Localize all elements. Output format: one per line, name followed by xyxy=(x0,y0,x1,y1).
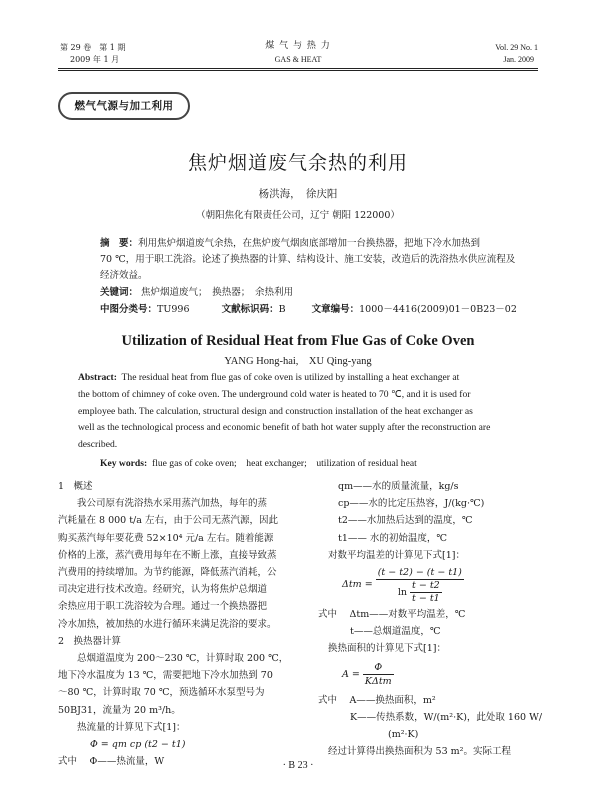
right-column xyxy=(318,478,543,760)
lmtd-fraction xyxy=(376,566,464,605)
result-text: 经过计算得出换热面积为 53 m²。实际工程 xyxy=(328,746,511,758)
keywords-en xyxy=(100,455,417,469)
section-1-heading: 1 概述 xyxy=(58,481,93,492)
lmtd-inner-den: t − t1 xyxy=(412,592,440,604)
variable-definition: qm——水的质量流量，kg/s xyxy=(338,481,459,492)
authors-cn: 杨洪海， 徐庆阳 xyxy=(258,188,338,200)
abstract-en xyxy=(78,370,520,454)
lmtd-inner-fraction xyxy=(410,580,442,605)
title-cn: 焦炉烟道废气余热的利用 xyxy=(187,152,408,174)
where-area xyxy=(318,692,540,709)
abstract-cn-line: 70 ℃，用于职工洗浴。论述了换热器的计算、结构设计、施工安装，改造后的洗浴热水供应流程及 xyxy=(100,254,516,265)
where-label: 式中 xyxy=(318,609,338,621)
lmtd-inner-num: t − t2 xyxy=(412,579,440,591)
text-line: 汽耗量在 8 000 t/a 左右，由于公司无蒸汽源，因此 xyxy=(58,515,278,527)
def-k-cont: (m²·K) xyxy=(388,729,419,741)
abstract-cn xyxy=(100,236,520,284)
text-line: 余热应用于职工洗浴较为合理。通过一个换热器把 xyxy=(58,601,268,613)
text-line: 司决定进行技术改造。经研究，认为将焦炉总烟道 xyxy=(58,584,268,596)
abstract-cn-line: 利用焦炉烟道废气余热，在焦炉废气烟囱底部增加一台换热器，把地下冷水加热到 xyxy=(138,238,481,249)
doc-value: B xyxy=(278,304,286,315)
article-id-label: 文章编号： xyxy=(311,304,360,315)
section-2-heading: 2 换热器计算 xyxy=(58,635,122,647)
abstract-en-line: well as the technological process and economic benefit of bath hot water supply after the reconstruction are xyxy=(78,422,491,434)
keywords-cn xyxy=(100,285,293,301)
equation-area xyxy=(318,658,540,692)
where-dtm xyxy=(318,606,540,623)
title-en: Utilization of Residual Heat from Flue Gas of Coke Oven xyxy=(121,333,475,349)
keywords-cn-text: 焦炉烟道废气； 换热器； 余热利用 xyxy=(141,287,294,298)
text-line: 汽费用的持续增加。为节约能源，降低蒸汽消耗，公 xyxy=(58,567,277,579)
lmtd-numerator: (t − t2) − (t − t1) xyxy=(377,566,462,578)
text-line: 总烟道温度为 200～230 ℃，计算时取 200 ℃， xyxy=(77,653,289,665)
header-rule-bottom xyxy=(58,70,538,71)
abstract-en-line: employee bath. The calculation, structural design and construction installation of the heat exchanger as xyxy=(78,405,473,417)
clc-value: TU996 xyxy=(157,304,190,315)
abstract-cn-label: 摘 要： xyxy=(100,238,139,249)
area-denominator: KΔtm xyxy=(364,676,392,688)
text-line: 我公司原有洗浴热水采用蒸汽加热，每年的蒸 xyxy=(77,498,268,510)
variable-definitions xyxy=(318,478,540,547)
lmtd-denominator xyxy=(376,580,464,605)
abstract-en-line: The residual heat from flue gas of coke oven is utilized by installing a heat exchanger at xyxy=(121,372,460,383)
text-line: 50BJ31，流量为 20 m³/h。 xyxy=(58,704,181,716)
variable-definition: t1—— 水的初始温度，℃ xyxy=(338,532,448,544)
header-volume-cn: 第 29 卷 第 1 期 xyxy=(60,43,126,52)
article-id-value: 1000－4416(2009)01－0B23－02 xyxy=(359,304,517,315)
equation-heat-flow xyxy=(58,736,296,753)
clc-label: 中图分类号： xyxy=(100,304,158,315)
variable-definition: cp——水的比定压热容，J/(kg·℃) xyxy=(338,498,485,510)
text-line: 热流量的计算见下式[1]： xyxy=(77,721,186,733)
equation-lmtd xyxy=(318,564,540,606)
def-area: A——换热面积，m² xyxy=(349,694,436,706)
variable-definition: t2——水加热后达到的温度，℃ xyxy=(338,515,473,527)
header-journal-cn: 煤 气 与 热 力 xyxy=(265,41,331,51)
text-line: ～80 ℃，计算时取 70 ℃，预选循环水泵型号为 xyxy=(58,687,265,699)
abstract-en-line: described. xyxy=(78,439,118,451)
def-k: K——传热系数，W/(m²·K)，此处取 160 W/ xyxy=(350,711,543,723)
left-column xyxy=(58,478,296,770)
where-label: 式中 xyxy=(58,756,78,768)
section-2-body xyxy=(58,650,296,736)
lmtd-ln: ln xyxy=(397,586,408,598)
where-label: 式中 xyxy=(318,694,338,706)
authors-en: YANG Hong-hai, XU Qing-yang xyxy=(224,356,372,367)
area-fraction xyxy=(363,661,394,688)
def-t: t——总烟道温度，℃ xyxy=(350,626,441,638)
area-intro: 换热面积的计算见下式[1]： xyxy=(328,643,446,655)
header-date-en: Jan. 2009 xyxy=(503,55,534,64)
keywords-en-text: flue gas of coke oven; heat exchanger; utilization of residual heat xyxy=(151,458,417,469)
abstract-en-line: the bottom of chimney of coke oven. The underground cold water is heated to 70 ℃, and it is used for xyxy=(78,388,471,400)
header-rule-top xyxy=(58,68,538,69)
equation-heat-flow-text: Φ = qm cp (t2 − t1) xyxy=(90,739,186,751)
classification xyxy=(100,302,517,318)
text-line: 购买蒸汽每年要花费 52×10⁴ 元/a 左右。随着能源 xyxy=(58,532,274,544)
section-badge: 燃气气源与加工利用 xyxy=(58,92,190,120)
text-line: 地下冷水温度为 13 ℃，需要把地下冷水加热到 70 xyxy=(58,670,273,682)
abstract-en-label: Abstract: xyxy=(78,372,117,383)
keywords-cn-label: 关键词： xyxy=(100,287,139,298)
header-journal-en: GAS & HEAT xyxy=(274,55,322,64)
header-volume-en: Vol. 29 No. 1 xyxy=(495,43,538,52)
doc-label: 文献标识码： xyxy=(221,304,279,315)
lmtd-lhs: Δtm = xyxy=(342,579,373,591)
section-1-body xyxy=(58,495,296,633)
header-date-cn: 2009 年 1 月 xyxy=(70,55,120,64)
area-numerator: Φ xyxy=(363,661,394,675)
text-line: 价格的上涨，蒸汽费用每年在不断上涨，直接导致蒸 xyxy=(58,549,277,561)
abstract-cn-line: 经济效益。 xyxy=(100,270,148,281)
page-number: · B 23 · xyxy=(282,760,314,771)
lmtd-intro: 对数平均温差的计算见下式[1]： xyxy=(328,549,465,561)
keywords-en-label: Key words: xyxy=(100,458,148,469)
affiliation-cn: （朝阳焦化有限责任公司，辽宁 朝阳 122000） xyxy=(196,210,400,221)
text-line: 冷水加热，被加热的水进行循环来满足洗浴的要求。 xyxy=(58,618,277,630)
def-dtm: Δtm——对数平均温差，℃ xyxy=(349,609,466,621)
def-phi: Φ——热流量，W xyxy=(89,756,165,768)
area-lhs: A = xyxy=(342,669,360,681)
